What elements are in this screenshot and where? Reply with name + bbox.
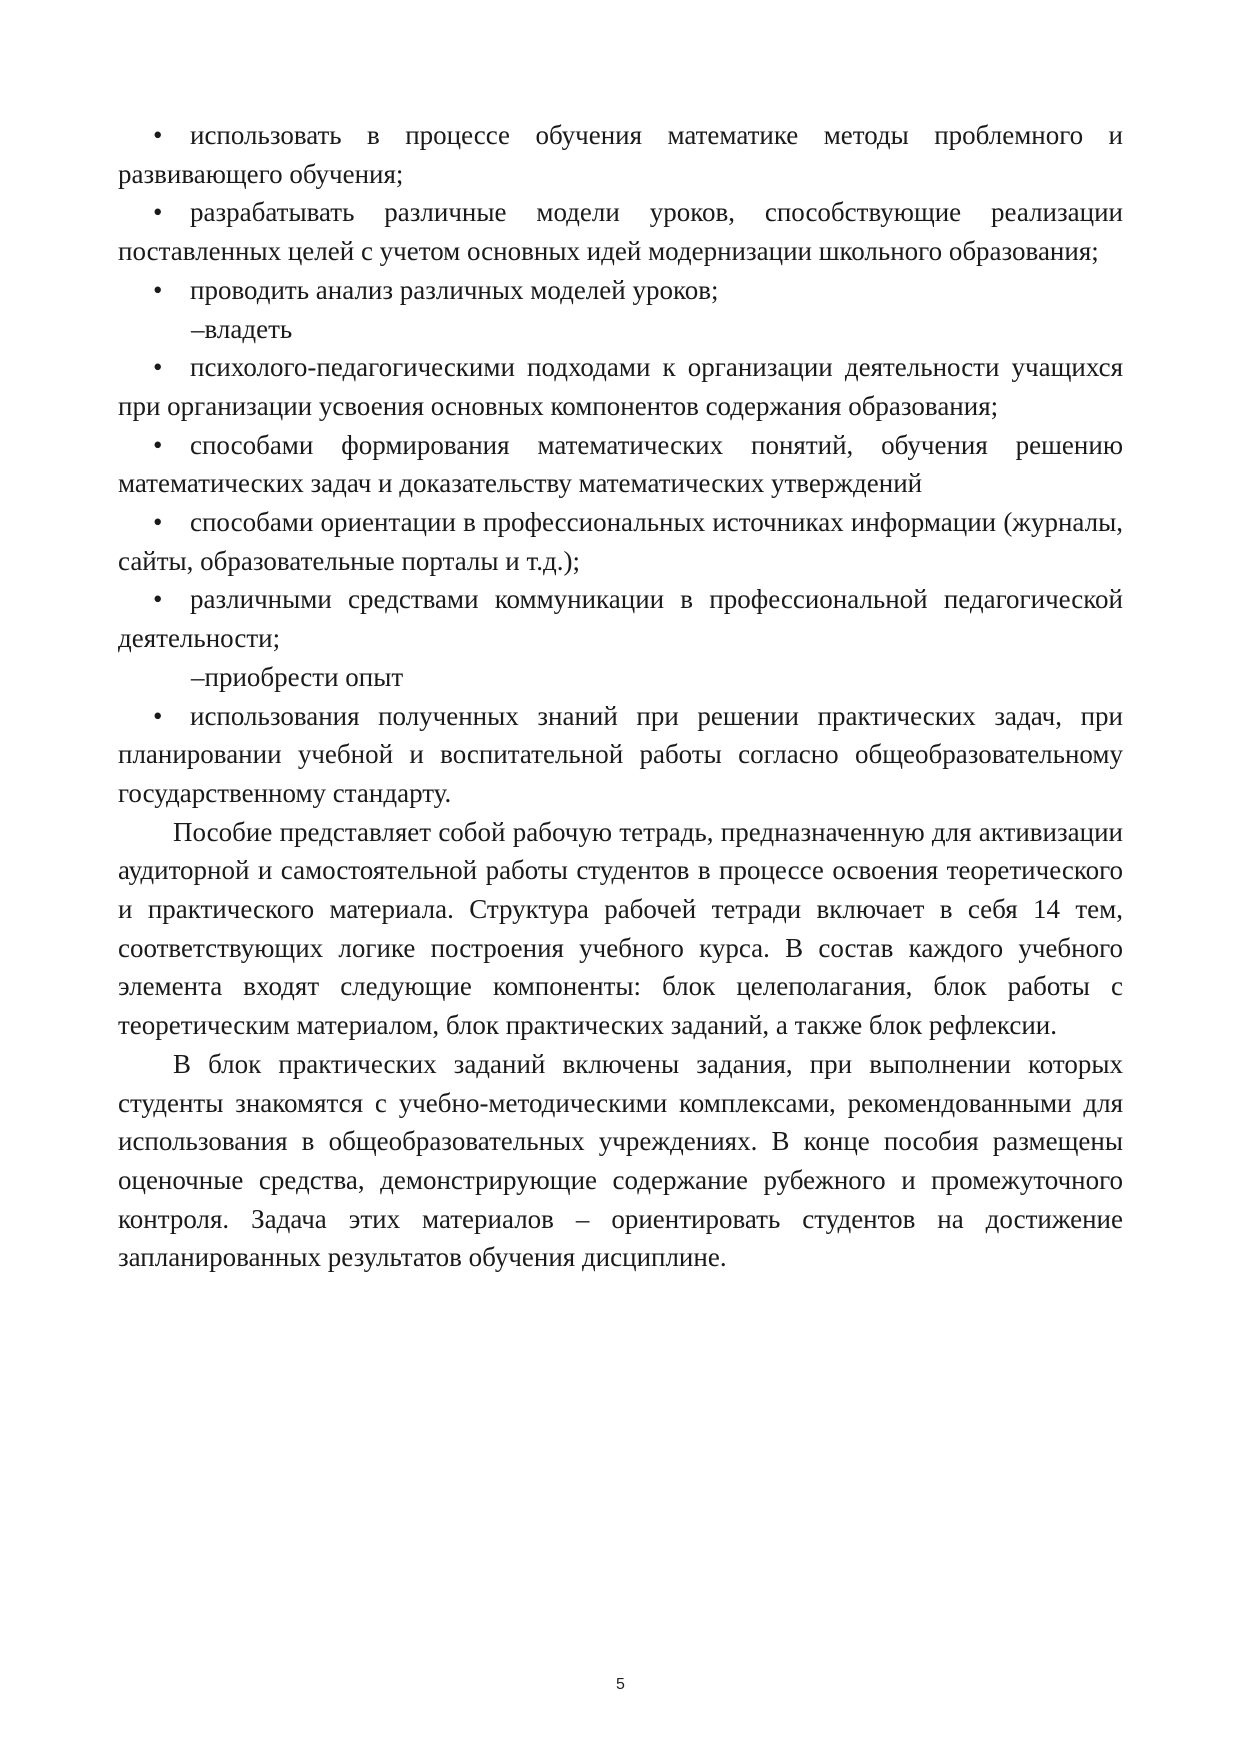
section-heading-own: –владеть	[191, 313, 293, 344]
bullet-icon: •	[153, 584, 163, 615]
bullet-item	[118, 271, 1123, 310]
bullet-item	[118, 503, 1123, 580]
section-heading-experience: –приобрести опыт	[191, 661, 404, 692]
bullet-item	[118, 426, 1123, 503]
bullet-icon: •	[153, 700, 163, 731]
bullet-text: различными средствами коммуникации в профессиональной педагогической деятельности;	[118, 584, 1123, 654]
bullet-icon: •	[153, 120, 163, 150]
bullet-icon: •	[153, 507, 163, 538]
bullet-item	[118, 116, 1123, 193]
paragraph-workbook-description: Пособие представляет собой рабочую тетрадь, предназначенную для активизации аудиторной и самостоятельной работы студентов в процессе освоения теоретического и практического материала. Структура рабочей тетради включает в себя 14 тем, соответствующих логике построения учебного курса. В состав каждого учебного элемента входят следующие компоненты: блок целеполагания, блок работы с теоретическим материалом, блок практических заданий, а также блок рефлексии.	[118, 816, 1123, 1041]
bullet-text: психолого-педагогическими подходами к организации деятельности учащихся при организации усвоения основных компонентов содержания образования;	[118, 352, 1123, 421]
bullet-icon: •	[153, 352, 163, 383]
page-number: 5	[616, 1676, 625, 1693]
bullet-icon: •	[153, 274, 163, 305]
bullet-icon: •	[153, 197, 163, 228]
bullet-icon: •	[153, 429, 163, 460]
bullet-item	[118, 348, 1123, 425]
bullet-text: разрабатывать различные модели уроков, способствующие реализации поставленных целей с учетом основных идей модернизации школьного образования;	[118, 197, 1123, 267]
bullet-text: использовать в процессе обучения математике методы проблемного и развивающего обучения;	[118, 120, 1123, 189]
bullet-text: способами ориентации в профессиональных источниках информации (журналы, сайты, образовательные порталы и т.д.);	[118, 507, 1123, 576]
bullet-item	[118, 193, 1123, 270]
bullet-text: проводить анализ различных моделей уроков;	[190, 274, 719, 305]
bullet-item	[118, 580, 1123, 657]
bullet-text: способами формирования математических понятий, обучения решению математических задач и доказательству математических утверждений	[118, 429, 1123, 499]
paragraph-practical-tasks: В блок практических заданий включены задания, при выполнении которых студенты знакомятся с учебно-методическими комплексами, рекомендованными для использования в общеобразовательных учреждениях. В конце пособия размещены оценочные средства, демонстрирующие содержание рубежного и промежуточного контроля. Задача этих материалов – ориентировать студентов на достижение запланированных результатов обучения дисциплине.	[118, 1048, 1123, 1273]
page-body	[118, 116, 1123, 1277]
bullet-text: использования полученных знаний при решении практических задач, при планировании учебной и воспитательной работы согласно общеобразовательному государственному стандарту.	[118, 700, 1123, 808]
bullet-item	[118, 697, 1123, 813]
